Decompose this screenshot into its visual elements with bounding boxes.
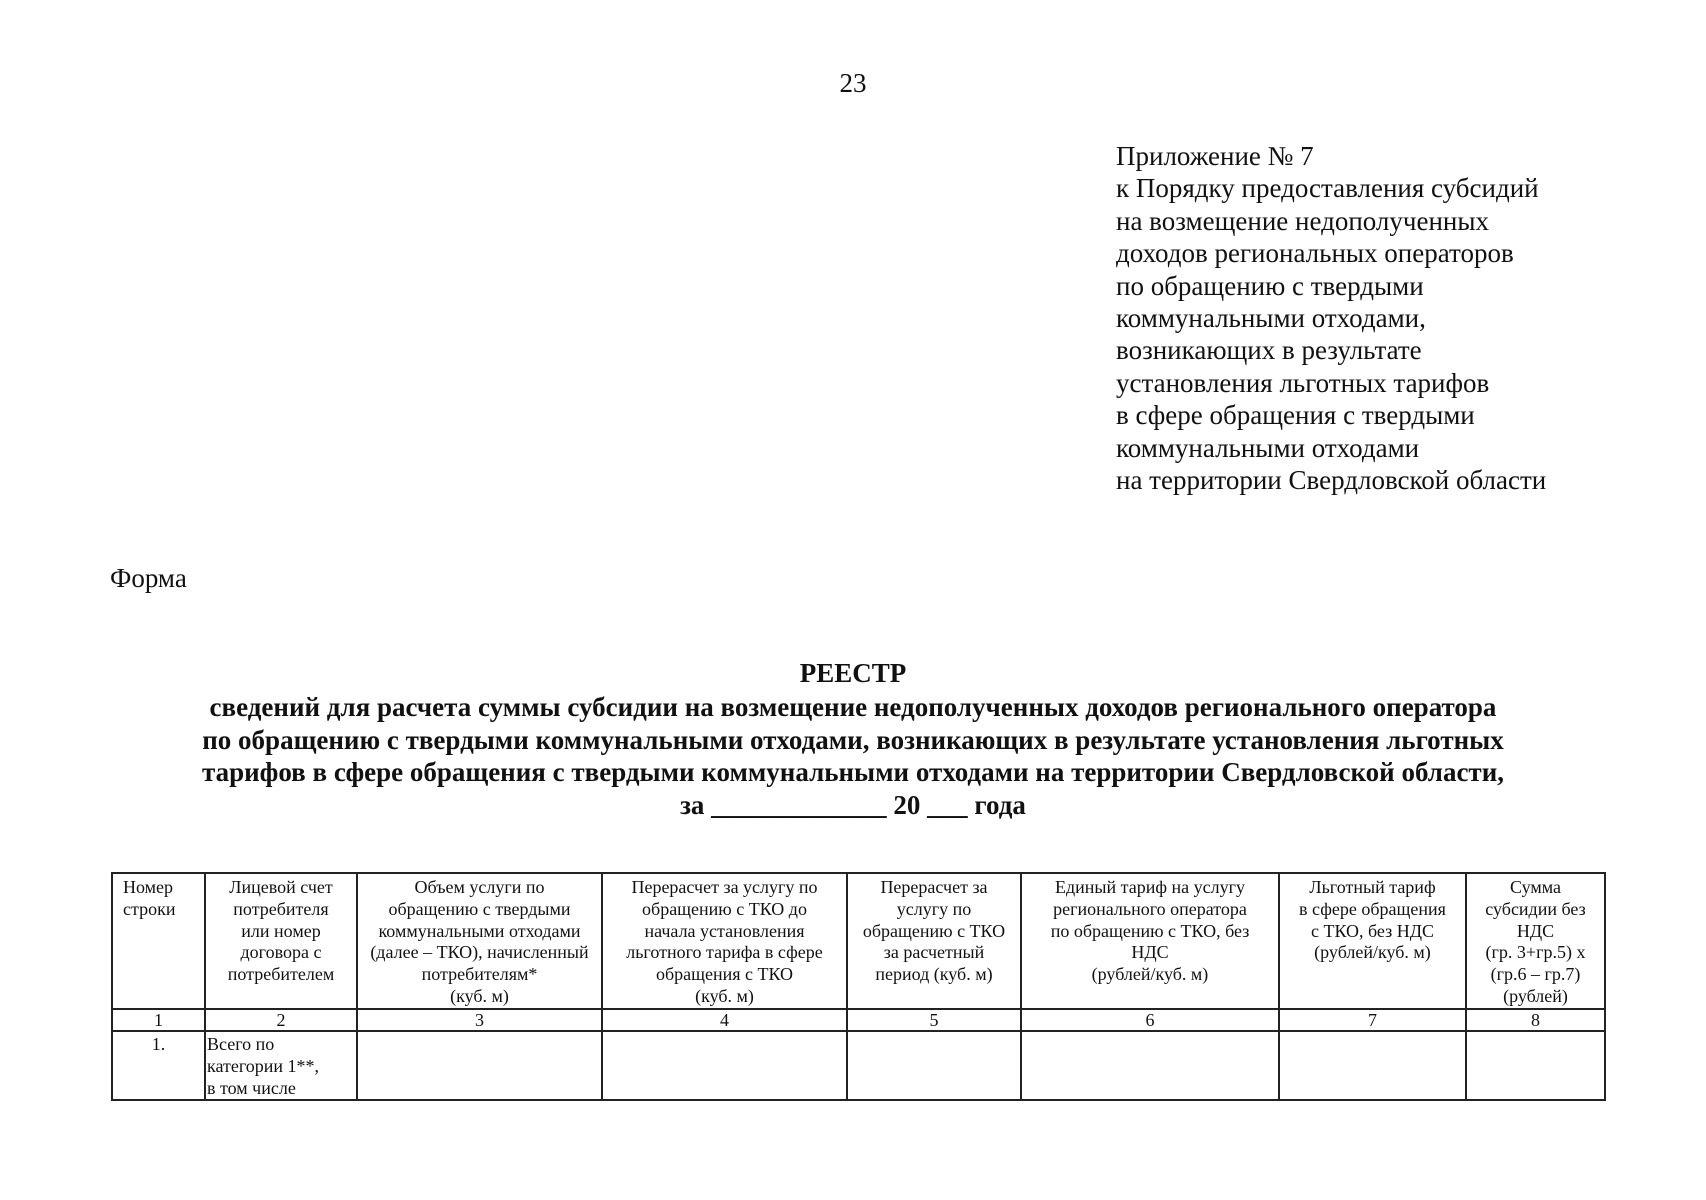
registry-subtitle-line: тарифов в сфере обращения с твердыми коммунальными отходами на территории Свердловской области, [202,757,1504,787]
appendix-line: Приложение № 7 [1116,141,1314,171]
column-number: 8 [1466,1009,1605,1031]
column-number: 1 [112,1009,205,1031]
col-header-account: Лицевой счет потребителя или номер договора с потребителем [205,873,357,1009]
preferential-tariff-cell [1279,1031,1466,1100]
col-header-preferential-tariff: Льготный тариф в сфере обращения с ТКО, без НДС (рублей/куб. м) [1279,873,1466,1009]
col-header-subsidy-amount: Сумма субсидии без НДС (гр. 3+гр.5) x (гр.6 – гр.7) (рублей) [1466,873,1605,1009]
account-cell: Всего по категории 1**, в том числе [205,1031,357,1100]
appendix-line: в сфере обращения с твердыми [1116,400,1475,431]
appendix-line: на возмещение недополученных [1116,205,1489,236]
registry-subtitle-line: сведений для расчета суммы субсидии на возмещение недополученных доходов регионального оператора [209,692,1497,722]
appendix-line: возникающих в результате [1116,335,1422,366]
appendix-line: на территории Свердловской области [1116,465,1547,496]
appendix-line: доходов региональных операторов [1116,238,1514,269]
subsidy-amount-cell [1466,1031,1605,1100]
registry-subtitle-line: по обращению с твердыми коммунальными отходами, возникающих в результате установления льготных [202,724,1504,755]
row-number-cell: 1. [112,1031,205,1100]
registry-subtitle-line: за _____________ 20 ___ года [680,789,1026,820]
column-number: 3 [357,1009,602,1031]
col-header-recalc-before: Перерасчет за услугу по обращению с ТКО до начала установления льготного тарифа в сфере обращения с ТКО (куб. м) [602,873,847,1009]
recalc-before-cell [602,1031,847,1100]
column-number: 2 [205,1009,357,1031]
column-number: 4 [602,1009,847,1031]
table-header-row [112,873,1605,1009]
form-label: Форма [110,563,187,593]
column-number-row [112,1009,1605,1031]
col-header-service-volume: Объем услуги по обращению с твердыми коммунальными отходами (далее – ТКО), начисленный потребителям* (куб. м) [357,873,602,1009]
recalc-period-cell [847,1031,1021,1100]
column-number: 7 [1279,1009,1466,1031]
column-number: 6 [1021,1009,1279,1031]
registry-title: РЕЕСТР [799,658,907,688]
col-header-unified-tariff: Единый тариф на услугу регионального оператора по обращению с ТКО, без НДС (рублей/куб. м) [1021,873,1279,1009]
registry-subtitle [0,691,1706,821]
table-row [112,1031,1605,1100]
appendix-line: по обращению с твердыми [1116,270,1424,301]
column-number: 5 [847,1009,1021,1031]
col-header-row-number: Номер строки [112,873,205,1009]
appendix-line: коммунальными отходами, [1116,303,1426,334]
registry-table [111,872,1606,1101]
service-volume-cell [357,1031,602,1100]
appendix-heading [1116,140,1676,496]
unified-tariff-cell [1021,1031,1279,1100]
appendix-line: установления льготных тарифов [1116,367,1490,398]
col-header-recalc-period: Перерасчет за услугу по обращению с ТКО за расчетный период (куб. м) [847,873,1021,1009]
appendix-line: к Порядку предоставления субсидий [1116,173,1539,204]
appendix-line: коммунальными отходами [1116,432,1420,463]
page-number: 23 [839,68,867,98]
